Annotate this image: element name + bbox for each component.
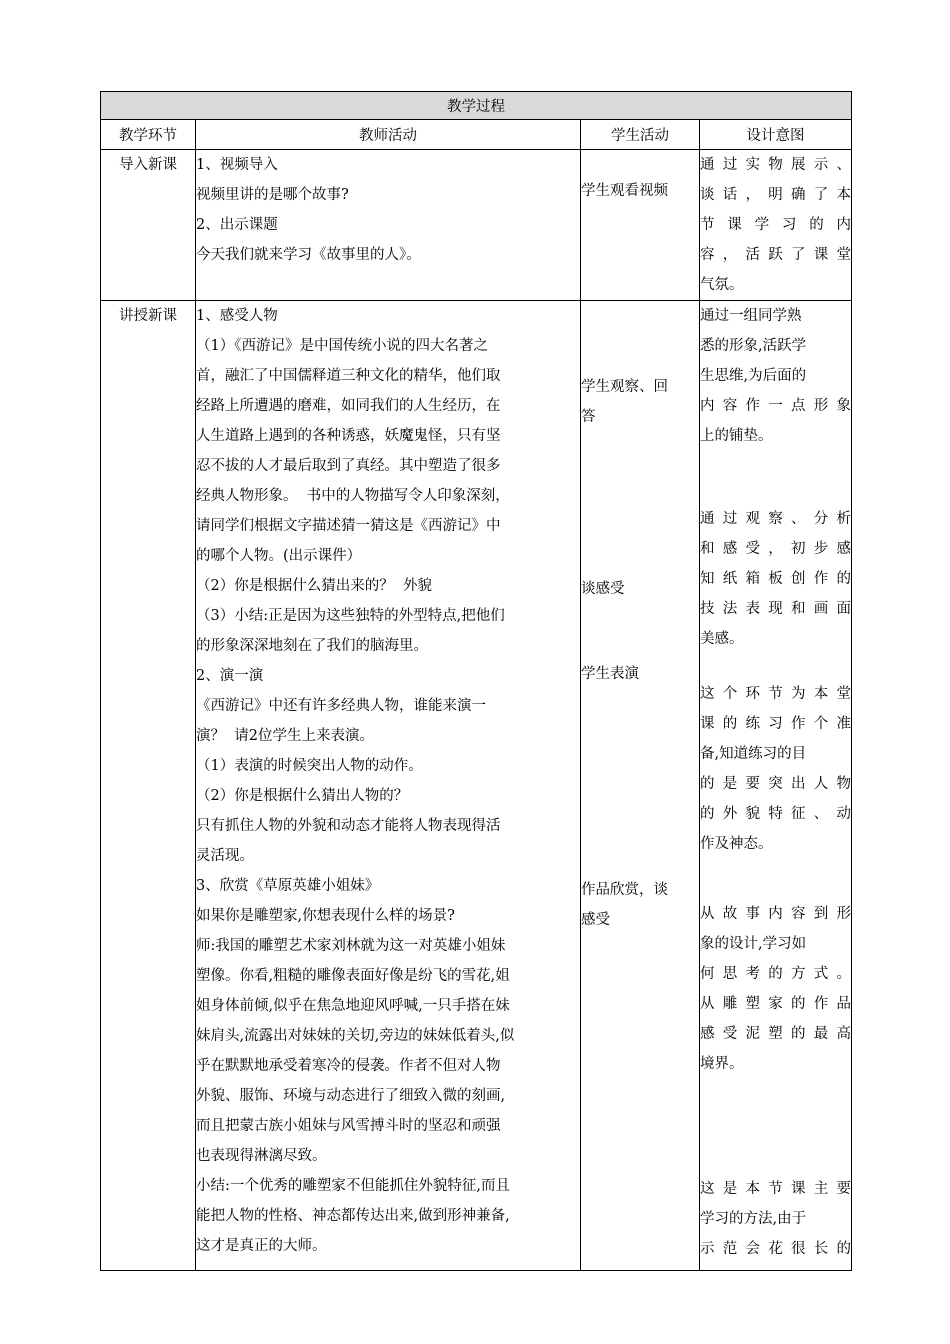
stage-label: 导入新课 xyxy=(119,157,177,173)
intent-line: 这个环节为本堂 xyxy=(700,686,851,702)
teacher-line: 妹肩头,流露出对妹妹的关切,旁边的妹妹低着头,似 xyxy=(196,1028,515,1044)
teacher-line: 3、欣赏《草原英雄小姐妹》 xyxy=(196,878,380,894)
intent-line: 上的铺垫。 xyxy=(700,428,773,444)
teacher-line: 只有抓住人物的外貌和动态才能将人物表现得活 xyxy=(196,818,501,834)
intent-line: 这是本节课主要 xyxy=(700,1181,851,1197)
teacher-line: 经典人物形象。 书中的人物描写令人印象深刻， xyxy=(196,488,510,504)
header-row xyxy=(101,120,852,150)
teacher-line: 人生道路上遇到的各种诱惑，妖魔鬼怪，只有坚 xyxy=(196,428,501,444)
table-row xyxy=(101,301,852,1271)
teacher-line: 能把人物的性格、神态都传达出来,做到形神兼备, xyxy=(196,1208,510,1224)
intent-line: 生思维,为后面的 xyxy=(700,368,807,384)
teacher-activity-cell xyxy=(196,301,581,1271)
student-line: 答 xyxy=(581,409,596,425)
stage-label: 讲授新课 xyxy=(119,308,177,324)
intent-line: 从故事内容到形 xyxy=(700,906,851,922)
stage-cell xyxy=(101,301,196,1271)
design-intent-cell xyxy=(700,301,852,1271)
teacher-line: 1、视频导入 xyxy=(196,157,278,173)
teacher-line: 外貌、服饰、环境与动态进行了细致入微的刻画, xyxy=(196,1088,506,1104)
header-student: 学生活动 xyxy=(581,120,700,150)
teacher-line: 姐身体前倾,似乎在焦急地迎风呼喊,一只手搭在妹 xyxy=(196,998,510,1014)
teacher-line: 视频里讲的是哪个故事? xyxy=(196,187,349,203)
teacher-line: 灵活现。 xyxy=(196,848,254,864)
intent-line: 技法表现和画面 xyxy=(700,601,851,617)
teacher-line: 首，融汇了中国儒释道三种文化的精华，他们取 xyxy=(196,368,501,384)
teacher-line: 的形象深深地刻在了我们的脑海里。 xyxy=(196,638,428,654)
intent-line: 象的设计,学习如 xyxy=(700,936,807,952)
intent-line: 和感受，初步感 xyxy=(700,541,851,557)
student-line: 谈感受 xyxy=(581,581,625,597)
teacher-line: 经路上所遭遇的磨难，如同我们的人生经历，在 xyxy=(196,398,501,414)
intent-line: 知纸箱板创作的 xyxy=(700,571,851,587)
student-line: 作品欣赏，谈 xyxy=(581,882,668,898)
teacher-line: （1）《西游记》是中国传统小说的四大名著之 xyxy=(196,338,488,354)
student-activity-cell xyxy=(581,150,700,301)
table-row xyxy=(101,150,852,301)
intent-line: 何思考的方式。 xyxy=(700,966,851,982)
intent-line: 通过观察、分析 xyxy=(700,511,851,527)
teacher-line: 师:我国的雕塑艺术家刘林就为这一对英雄小姐妹 xyxy=(196,938,506,954)
teacher-line: 的哪个人物。(出示课件） xyxy=(196,548,362,564)
intent-line: 作及神态。 xyxy=(700,836,773,852)
intent-line: 备,知道练习的目 xyxy=(700,746,807,762)
intent-line: 美感。 xyxy=(700,631,744,647)
intent-line: 悉的形象,活跃学 xyxy=(700,338,807,354)
table-title-row xyxy=(101,92,852,120)
stage-cell xyxy=(101,150,196,301)
student-activity-cell xyxy=(581,301,700,1271)
teacher-line: （2）你是根据什么猜出人物的？ xyxy=(196,788,409,804)
teacher-line: 演？ 请2位学生上来表演。 xyxy=(196,728,374,744)
intent-line: 的是要突出人物 xyxy=(700,776,851,792)
teacher-line: 《西游记》中还有许多经典人物，谁能来演一 xyxy=(196,698,486,714)
teacher-line: 如果你是雕塑家,你想表现什么样的场景? xyxy=(196,908,455,924)
intent-line: 从雕塑家的作品 xyxy=(700,996,851,1012)
teacher-line: （3）小结:正是因为这些独特的外型特点,把他们 xyxy=(196,608,505,624)
teacher-line: 2、演一演 xyxy=(196,668,264,684)
teaching-process-table xyxy=(100,91,852,1271)
teacher-activity-cell xyxy=(196,150,581,301)
header-intent: 设计意图 xyxy=(700,120,852,150)
table-title: 教学过程 xyxy=(101,92,852,120)
student-line: 学生表演 xyxy=(581,666,639,682)
header-teacher: 教师活动 xyxy=(196,120,581,150)
student-line: 感受 xyxy=(581,912,610,928)
teacher-line: 小结:一个优秀的雕塑家不但能抓住外貌特征,而且 xyxy=(196,1178,510,1194)
teacher-line: 1、感受人物 xyxy=(196,308,278,324)
intent-line: 境界。 xyxy=(700,1056,744,1072)
intent-line: 感受泥塑的最高 xyxy=(700,1026,851,1042)
intent-line: 通过实物展示、 xyxy=(700,157,851,173)
teacher-line: 忍不拔的人才最后取到了真经。其中塑造了很多 xyxy=(196,458,501,474)
intent-line: 气氛。 xyxy=(700,277,744,293)
intent-line: 的外貌特征、动 xyxy=(700,806,851,822)
intent-line: 容，活跃了课堂 xyxy=(700,247,851,263)
teacher-line: 也表现得淋漓尽致。 xyxy=(196,1148,327,1164)
student-line: 学生观看视频 xyxy=(581,183,668,199)
intent-line: 内容作一点形象 xyxy=(700,398,851,414)
teacher-line: 这才是真正的大师。 xyxy=(196,1238,327,1254)
teacher-line: 2、出示课题 xyxy=(196,217,278,233)
teacher-line: 而且把蒙古族小姐妹与风雪搏斗时的坚忍和顽强 xyxy=(196,1118,501,1134)
header-stage: 教学环节 xyxy=(101,120,196,150)
intent-line: 课的练习作个准 xyxy=(700,716,851,732)
intent-line: 谈话，明确了本 xyxy=(700,187,851,203)
intent-line: 学习的方法,由于 xyxy=(700,1211,807,1227)
teacher-line: 请同学们根据文字描述猜一猜这是《西游记》中 xyxy=(196,518,501,534)
teacher-line: 今天我们就来学习《故事里的人》。 xyxy=(196,247,421,263)
teacher-line: 塑像。你看,粗糙的雕像表面好像是纷飞的雪花,姐 xyxy=(196,968,510,984)
teacher-line: （2）你是根据什么猜出来的？ 外貌 xyxy=(196,578,432,594)
teacher-line: （1）表演的时候突出人物的动作。 xyxy=(196,758,423,774)
student-line: 学生观察、回 xyxy=(581,379,668,395)
intent-line: 通过一组同学熟 xyxy=(700,308,802,324)
design-intent-cell xyxy=(700,150,852,301)
intent-line: 节课学习的内 xyxy=(700,217,851,233)
teacher-line: 乎在默默地承受着寒冷的侵袭。作者不但对人物 xyxy=(196,1058,501,1074)
intent-line: 示范会花很长的 xyxy=(700,1241,851,1257)
